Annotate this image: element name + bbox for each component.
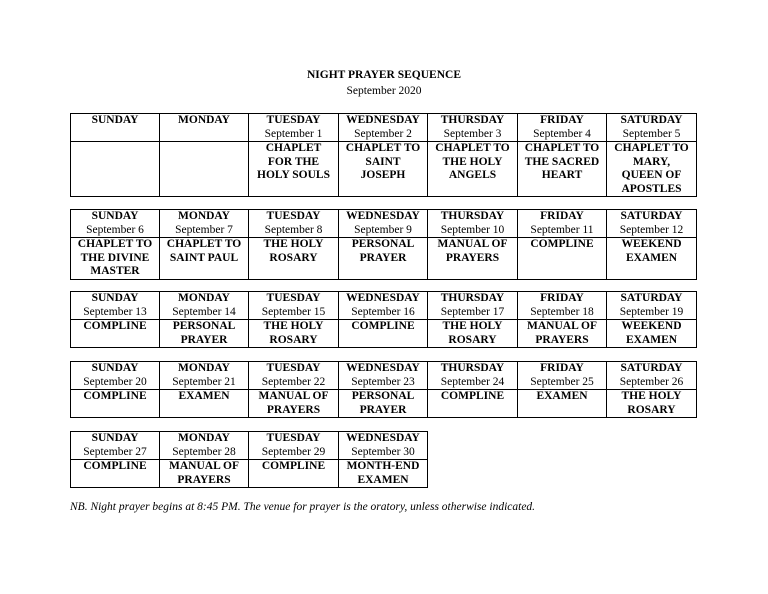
day-date: September 25 xyxy=(530,375,594,388)
prayer-cell xyxy=(428,320,518,348)
prayer-cell xyxy=(518,320,607,348)
day-name: WEDNESDAY xyxy=(346,114,420,126)
prayer-cell xyxy=(428,238,518,280)
prayer-name: CHAPLET TO SAINT PAUL xyxy=(166,238,242,264)
prayer-name: PERSONAL PRAYER xyxy=(172,320,236,346)
day-cell xyxy=(339,362,428,390)
day-name: SATURDAY xyxy=(620,210,683,222)
prayer-name: MANUAL OF PRAYERS xyxy=(437,238,508,264)
prayer-cell xyxy=(249,390,339,418)
day-cell xyxy=(428,292,518,320)
day-date: September 30 xyxy=(351,445,415,458)
prayer-cell xyxy=(339,320,428,348)
week-table-3 xyxy=(70,291,697,348)
day-name: MONDAY xyxy=(178,432,230,444)
prayer-name: COMPLINE xyxy=(261,460,326,472)
day-name: THURSDAY xyxy=(440,114,505,126)
page-subtitle: September 2020 xyxy=(346,85,422,97)
prayer-cell xyxy=(249,320,339,348)
prayer-cell xyxy=(71,460,160,488)
day-date: September 26 xyxy=(619,375,684,388)
day-date: September 28 xyxy=(172,445,236,458)
prayer-cell xyxy=(249,460,339,488)
prayer-name: THE HOLY ROSARY xyxy=(263,238,324,264)
prayer-cell xyxy=(518,238,607,280)
day-name: TUESDAY xyxy=(266,432,321,444)
prayer-cell xyxy=(71,238,160,280)
day-name: MONDAY xyxy=(178,114,230,126)
prayer-name: COMPLINE xyxy=(530,238,594,250)
prayer-cell xyxy=(518,142,607,197)
prayer-cell xyxy=(339,238,428,280)
day-cell xyxy=(607,210,697,238)
day-date: September 8 xyxy=(264,223,323,236)
day-name: SUNDAY xyxy=(91,292,139,304)
prayer-name: MANUAL OF PRAYERS xyxy=(169,460,239,486)
prayer-name: MANUAL OF PRAYERS xyxy=(258,390,329,416)
day-date: September 12 xyxy=(619,223,684,236)
day-cell xyxy=(339,114,428,142)
day-cell xyxy=(607,114,697,142)
day-cell xyxy=(249,210,339,238)
day-name: SUNDAY xyxy=(91,210,139,222)
prayer-cell xyxy=(160,460,249,488)
day-date: September 27 xyxy=(83,445,147,458)
day-date: September 11 xyxy=(530,223,594,236)
week-table-1 xyxy=(70,113,697,197)
day-name: WEDNESDAY xyxy=(346,362,420,374)
prayer-name: CHAPLET TO MARY, QUEEN OF APOSTLES xyxy=(614,142,689,195)
day-cell xyxy=(249,362,339,390)
week-table-4 xyxy=(70,361,697,418)
day-name: WEDNESDAY xyxy=(346,432,420,444)
day-name: THURSDAY xyxy=(440,292,505,304)
prayer-name: PERSONAL PRAYER xyxy=(351,238,415,264)
prayer-cell xyxy=(160,142,249,197)
prayer-name: COMPLINE xyxy=(351,320,415,332)
day-name: WEDNESDAY xyxy=(346,292,420,304)
prayer-cell xyxy=(71,142,160,197)
week-table-5 xyxy=(70,431,428,488)
day-name: TUESDAY xyxy=(266,210,321,222)
day-cell xyxy=(518,292,607,320)
day-cell xyxy=(249,292,339,320)
prayer-name: EXAMEN xyxy=(536,390,588,402)
prayer-cell xyxy=(71,320,160,348)
day-name: MONDAY xyxy=(178,362,230,374)
day-cell xyxy=(249,432,339,460)
prayer-name: THE HOLY ROSARY xyxy=(442,320,503,346)
day-date: September 17 xyxy=(440,305,505,318)
week-table-2 xyxy=(70,209,697,280)
day-date: September 29 xyxy=(261,445,326,458)
day-name: SUNDAY xyxy=(91,114,139,126)
day-date: September 24 xyxy=(440,375,505,388)
prayer-cell xyxy=(339,460,428,488)
day-name: MONDAY xyxy=(178,210,230,222)
day-cell xyxy=(160,292,249,320)
day-cell xyxy=(518,362,607,390)
prayer-name: EXAMEN xyxy=(178,390,230,402)
day-name: FRIDAY xyxy=(540,210,584,222)
day-name: SATURDAY xyxy=(620,114,683,126)
prayer-name: WEEKEND EXAMEN xyxy=(621,320,682,346)
prayer-name: WEEKEND EXAMEN xyxy=(621,238,682,264)
day-date: September 4 xyxy=(533,127,591,140)
day-cell xyxy=(160,362,249,390)
day-date: September 21 xyxy=(172,375,236,388)
day-name: FRIDAY xyxy=(540,292,584,304)
prayer-cell xyxy=(607,320,697,348)
prayer-cell xyxy=(160,320,249,348)
day-date: September 9 xyxy=(354,223,412,236)
prayer-name: THE HOLY ROSARY xyxy=(621,390,682,416)
prayer-cell xyxy=(71,390,160,418)
day-date: September 7 xyxy=(175,223,233,236)
day-date: September 5 xyxy=(622,127,681,140)
day-cell xyxy=(160,432,249,460)
day-date: September 20 xyxy=(83,375,147,388)
prayer-cell xyxy=(249,238,339,280)
prayer-cell xyxy=(339,142,428,197)
day-cell xyxy=(339,292,428,320)
prayer-name: CHAPLET TO THE SACRED HEART xyxy=(524,142,600,181)
day-cell xyxy=(428,362,518,390)
day-cell xyxy=(518,114,607,142)
prayer-name: COMPLINE xyxy=(83,320,147,332)
day-cell xyxy=(71,292,160,320)
day-cell xyxy=(339,210,428,238)
prayer-cell xyxy=(607,390,697,418)
day-date: September 14 xyxy=(172,305,236,318)
day-date: September 13 xyxy=(83,305,147,318)
day-cell xyxy=(160,210,249,238)
prayer-cell xyxy=(160,238,249,280)
prayer-cell xyxy=(518,390,607,418)
prayer-cell xyxy=(607,238,697,280)
prayer-name: PERSONAL PRAYER xyxy=(351,390,415,416)
day-name: MONDAY xyxy=(178,292,230,304)
prayer-cell xyxy=(339,390,428,418)
prayer-name: COMPLINE xyxy=(83,390,147,402)
day-cell xyxy=(160,114,249,142)
prayer-name: CHAPLET TO THE HOLY ANGELS xyxy=(435,142,510,181)
day-date: September 16 xyxy=(351,305,415,318)
day-date: September 23 xyxy=(351,375,415,388)
day-name: TUESDAY xyxy=(266,292,321,304)
day-date: September 22 xyxy=(261,375,326,388)
day-cell xyxy=(249,114,339,142)
day-date: September 15 xyxy=(261,305,326,318)
prayer-cell xyxy=(607,142,697,197)
day-name: FRIDAY xyxy=(540,114,584,126)
prayer-name: MANUAL OF PRAYERS xyxy=(527,320,597,346)
day-date: September 19 xyxy=(619,305,684,318)
prayer-name: COMPLINE xyxy=(440,390,505,402)
prayer-name: CHAPLET TO SAINT JOSEPH xyxy=(345,142,421,181)
day-name: SATURDAY xyxy=(620,362,683,374)
day-name: FRIDAY xyxy=(540,362,584,374)
prayer-name: MONTH-END EXAMEN xyxy=(346,460,420,486)
day-name: SUNDAY xyxy=(91,362,139,374)
day-date: September 2 xyxy=(354,127,412,140)
day-date: September 10 xyxy=(440,223,505,236)
prayer-cell xyxy=(428,390,518,418)
day-cell xyxy=(339,432,428,460)
day-cell xyxy=(71,432,160,460)
day-name: TUESDAY xyxy=(266,114,321,126)
day-cell xyxy=(428,210,518,238)
prayer-cell xyxy=(160,390,249,418)
day-name: SUNDAY xyxy=(91,432,139,444)
day-name: THURSDAY xyxy=(440,362,505,374)
page-title: NIGHT PRAYER SEQUENCE xyxy=(306,69,461,81)
day-name: WEDNESDAY xyxy=(346,210,420,222)
day-cell xyxy=(518,210,607,238)
day-date: September 6 xyxy=(86,223,144,236)
day-cell xyxy=(428,114,518,142)
day-cell xyxy=(71,362,160,390)
day-cell xyxy=(607,292,697,320)
day-cell xyxy=(71,114,160,142)
prayer-name: THE HOLY ROSARY xyxy=(263,320,324,346)
day-date: September 3 xyxy=(443,127,502,140)
prayer-name: CHAPLET FOR THE HOLY SOULS xyxy=(257,142,330,181)
day-name: SATURDAY xyxy=(620,292,683,304)
day-date: September 18 xyxy=(530,305,594,318)
day-cell xyxy=(607,362,697,390)
day-cell xyxy=(71,210,160,238)
prayer-name: COMPLINE xyxy=(83,460,147,472)
day-date: September 1 xyxy=(264,127,323,140)
day-name: THURSDAY xyxy=(440,210,505,222)
prayer-cell xyxy=(249,142,339,197)
prayer-name: CHAPLET TO THE DIVINE MASTER xyxy=(77,238,153,277)
prayer-cell xyxy=(428,142,518,197)
footer-note: NB. Night prayer begins at 8:45 PM. The venue for prayer is the oratory, unless otherwise indicated. xyxy=(70,501,536,513)
day-name: TUESDAY xyxy=(266,362,321,374)
